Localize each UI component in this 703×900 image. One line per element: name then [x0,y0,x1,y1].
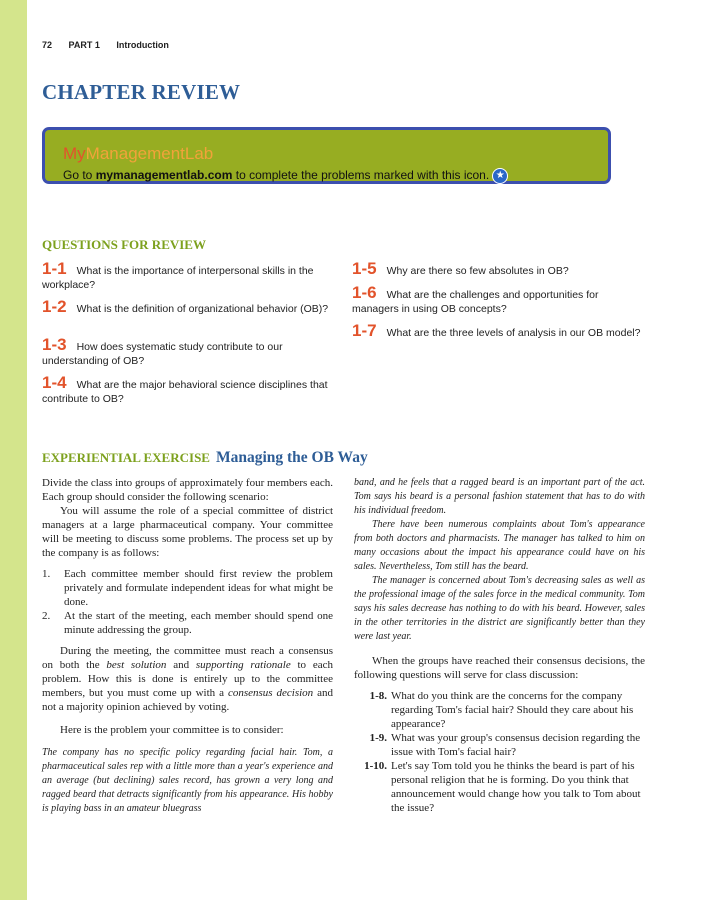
section-label: Introduction [116,40,169,50]
case-paragraph: The company has no specific policy regarding facial hair. Tom, a pharmaceutical sales rep with a little more than a year's experience and an average (but declining) sales record, has grown a very long and ragged beard that detracts significantly from his appearance. His hobby is playing bass in an amateur bluegrass [42,747,333,814]
paragraph: Divide the class into groups of approximately four members each. Each group should consider the following scenario: [42,477,333,503]
case-paragraph: The manager is concerned about Tom's decreasing sales as well as the professional image of the sales force in the medical community. Tom says his sales decrease has nothing to do with his beard. However, sales in the other territories in the district are significantly better than they were last year. [354,575,645,642]
review-question: 1-7 What are the three levels of analysis in our OB model? [352,321,641,340]
banner-text: Go to mymanagementlab.com to complete the problems marked with this icon. ★ [63,168,508,184]
discussion-question: 1-10. Let's say Tom told you he thinks the beard is part of his personal religion that he is forming. Do you think that announcement would change how you talk to Tom about the issue? [364,760,641,814]
list-item: 2. At the start of the meeting, each member should spend one minute addressing the group. [42,610,333,636]
exercise-heading: EXPERIENTIAL EXERCISE Managing the OB Way [42,449,368,466]
review-question: 1-6 What are the challenges and opportunities for managers in using OB concepts? [352,283,599,315]
questions-heading: QUESTIONS FOR REVIEW [42,237,206,252]
case-continuation: band, and he feels that a ragged beard is an important part of the act. Tom says his beard is a personal fashion statement that has to do with his individual freedom. [354,477,645,516]
star-icon: ★ [492,168,508,184]
page-number: 72 [42,40,53,50]
paragraph: Here is the problem your committee is to consider: [60,724,284,736]
running-head [42,40,183,50]
review-question: 1-2 What is the definition of organizational behavior (OB)? [42,297,329,316]
paragraph: During the meeting, the committee must reach a consensus on both the best solution and supporting rationale to each problem. How this is done is entirely up to the committee members, but you must come up with a consensus decision and not a majority opinion achieved by voting. [42,645,334,713]
review-question: 1-4 What are the major behavioral science disciplines that contribute to OB? [42,373,328,405]
part-label: PART 1 [68,40,100,50]
paragraph: When the groups have reached their consensus decisions, the following questions will serve for class discussion: [354,655,645,681]
case-paragraph: There have been numerous complaints about Tom's appearance from both doctors and pharmacists. The manager has talked to him on many occasions about the impact his appearance could have on his sales. Nevertheless, Tom still has the beard. [354,519,645,572]
mymanagementlab-logo: MyManagementLab [63,144,214,163]
paragraph: You will assume the role of a special committee of district managers at a large pharmaceutical company. Your committee will be meeting to discuss some problems. The process set up by the company is as follows: [42,505,333,559]
review-question: 1-3 How does systematic study contribute to our understanding of OB? [42,335,283,367]
page-margin-band [0,0,27,900]
mymanagementlab-link[interactable]: mymanagementlab.com [95,168,233,183]
chapter-title: CHAPTER REVIEW [42,80,241,104]
discussion-question: 1-9. What was your group's consensus decision regarding the issue with Tom's facial hair? [369,732,641,758]
review-question: 1-1 What is the importance of interpersonal skills in the workplace? [42,259,314,291]
list-item: 1. Each committee member should first review the problem privately and formulate independent ideas for what might be done. [42,568,333,608]
discussion-question: 1-8. What do you think are the concerns for the company regarding Tom's facial hair? Should they care about his appearance? [369,690,634,730]
review-question: 1-5 Why are there so few absolutes in OB? [352,259,569,278]
mymanagementlab-banner [42,127,611,184]
left-column [42,476,333,816]
right-column [354,476,645,815]
